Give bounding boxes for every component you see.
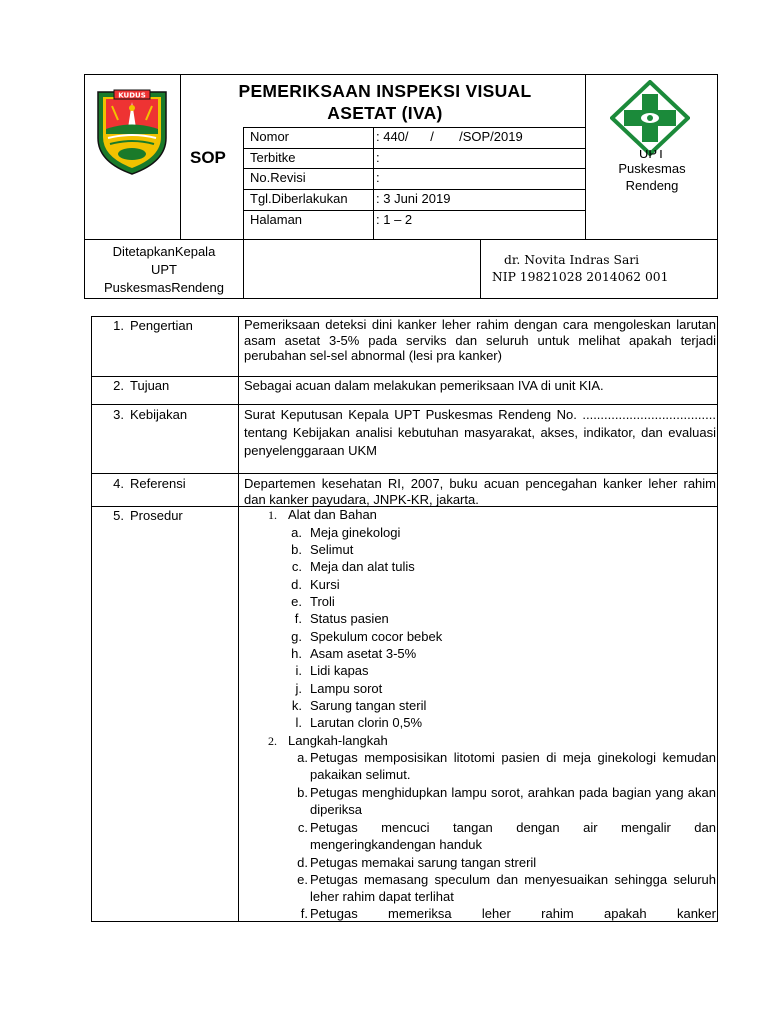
- table-divider: [238, 316, 239, 922]
- langkah-item: [294, 749, 716, 783]
- list-number: 1.: [268, 508, 277, 522]
- langkah-item: [294, 854, 716, 871]
- signer-name: dr. Novita Indras Sari: [504, 253, 640, 267]
- tujuan-text: Sebagai acuan dalam melakukan pemeriksaan IVA di unit KIA.: [244, 378, 604, 393]
- item-marker: b.: [297, 785, 308, 800]
- row-label: Pengertian: [130, 318, 193, 333]
- item-text: Petugas memposisikan litotomi pasien di meja ginekologi kemudan pakaikan selimut.: [310, 750, 716, 782]
- meta-value: : 1 – 2: [376, 212, 413, 227]
- item-text: Petugas menghidupkan lampu sorot, arahkan pada bagian yang akan diperiksa: [310, 785, 716, 817]
- meta-value: :: [376, 170, 380, 185]
- item-marker: c.: [291, 559, 302, 574]
- referensi-text: Departemen kesehatan RI, 2007, buku acuan pencegahan kanker leher rahim dan kanker payudara, JNPK-KR, jakarta.: [244, 476, 716, 507]
- langkah-item: [294, 871, 716, 905]
- list-title: Langkah-langkah: [288, 733, 388, 748]
- item-text: Meja dan alat tulis: [310, 559, 415, 574]
- item-text: Lidi kapas: [310, 663, 369, 678]
- item-text: Petugas memasang speculum dan menyesuaikan sehingga seluruh leher rahim dapat terlihat: [310, 872, 716, 904]
- row-number: 1.: [113, 318, 124, 333]
- row-number: 5.: [113, 508, 124, 523]
- table-divider: [91, 376, 718, 377]
- item-text: Sarung tangan steril: [310, 698, 427, 713]
- list-number: 2.: [268, 734, 277, 748]
- row-label: Referensi: [130, 476, 186, 491]
- item-text: Meja ginekologi: [310, 525, 401, 540]
- item-marker: d.: [297, 855, 308, 870]
- row-label: Prosedur: [130, 508, 183, 523]
- item-marker: c.: [297, 820, 308, 835]
- table-divider: [91, 404, 718, 405]
- meta-row-revisi: [244, 168, 584, 190]
- item-text: Spekulum cocor bebek: [310, 629, 443, 644]
- sop-label: SOP: [190, 148, 226, 167]
- row-label-referensi: [96, 476, 236, 491]
- svg-text:KUDUS: KUDUS: [118, 91, 146, 100]
- item-text: Lampu sorot: [310, 681, 383, 696]
- item-marker: a.: [297, 750, 308, 765]
- upt-line-2: Puskesmas: [618, 161, 686, 176]
- item-marker: l.: [295, 715, 302, 730]
- meta-value: :: [376, 150, 380, 165]
- item-marker: b.: [291, 542, 302, 557]
- item-text: Larutan clorin 0,5%: [310, 715, 423, 730]
- item-marker: e.: [291, 594, 302, 609]
- item-marker: a.: [291, 525, 302, 540]
- row-number: 4.: [113, 476, 124, 491]
- row-label: Kebijakan: [130, 407, 188, 422]
- row-label-kebijakan: [96, 407, 236, 422]
- item-text: Petugas mencuci tangan dengan air mengalir dan mengeringkandengan handuk: [310, 820, 716, 852]
- row-label-prosedur: [96, 508, 236, 523]
- langkah-item: [294, 905, 716, 922]
- item-marker: f.: [300, 906, 308, 921]
- table-divider: [91, 473, 718, 474]
- item-text: Petugas memakai sarung tangan streril: [310, 855, 537, 870]
- item-text: Status pasien: [310, 611, 389, 626]
- alat-heading: [268, 507, 377, 523]
- ditetapkan-divider: [480, 239, 481, 299]
- ditetapkan-line-1: DitetapkanKepala: [112, 244, 216, 259]
- meta-key: Halaman: [250, 212, 303, 227]
- signer-block: [492, 252, 722, 286]
- ditetapkan-label: [85, 243, 243, 297]
- pengertian-text: Pemeriksaan deteksi dini kanker leher rahim dengan cara mengoleskan larutan asam asetat 3-5% pada serviks dan seluruh untuk melihat apakah terjadi perubahan sel-sel abnormal (lesi pra kanker): [244, 317, 716, 363]
- row-label-pengertian: [96, 318, 236, 333]
- meta-value: : 3 Juni 2019: [376, 191, 451, 206]
- meta-key: Terbitke: [250, 150, 296, 165]
- meta-key: Nomor: [250, 129, 290, 144]
- item-marker: i.: [295, 663, 302, 678]
- item-text: Petugas memeriksa leher rahim apakah kanker: [310, 906, 716, 921]
- item-text: Asam asetat 3-5%: [310, 646, 417, 661]
- langkah-item: [294, 784, 716, 818]
- puskesmas-logo: [610, 80, 690, 156]
- item-text: Selimut: [310, 542, 354, 557]
- upt-line-3: Rendeng: [625, 178, 679, 193]
- item-text: Kursi: [310, 577, 340, 592]
- row-number: 3.: [113, 407, 124, 422]
- item-text: Troli: [310, 594, 335, 609]
- item-marker: j.: [295, 681, 302, 696]
- meta-key: Tgl.Diberlakukan: [250, 191, 348, 206]
- item-marker: k.: [291, 698, 302, 713]
- ditetapkan-line-2: UPT: [151, 262, 177, 277]
- title-line-1: PEMERIKSAAN INSPEKSI VISUAL: [238, 81, 532, 101]
- meta-row-terbitke: [244, 148, 584, 170]
- item-marker: d.: [291, 577, 302, 592]
- langkah-item: [294, 819, 716, 853]
- document-title: [200, 80, 570, 124]
- row-label-tujuan: [96, 378, 236, 393]
- upt-line-1: UPT: [639, 150, 665, 160]
- signer-nip: NIP 19821028 2014062 001: [492, 270, 669, 284]
- header-divider: [585, 74, 586, 240]
- ditetapkan-divider: [243, 239, 244, 299]
- row-number: 2.: [113, 378, 124, 393]
- kebijakan-text: Surat Keputusan Kepala UPT Puskesmas Rendeng No. ..................................... tentang Kebijakan analisi kebutuhan masyarakat, akses, indikator, dan evaluasi penyelenggaraan UKM: [244, 407, 716, 458]
- item-marker: g.: [291, 629, 302, 644]
- kudus-regency-logo: [92, 86, 172, 176]
- meta-key: No.Revisi: [250, 170, 306, 185]
- meta-row-halaman: [244, 210, 584, 232]
- header-divider: [180, 74, 181, 240]
- meta-row-nomor: [244, 127, 584, 149]
- meta-value: : 440/ / /SOP/2019: [376, 129, 523, 144]
- meta-row-tgl: [244, 189, 584, 211]
- item-marker: h.: [291, 646, 302, 661]
- langkah-heading: [268, 733, 388, 749]
- ditetapkan-line-3: PuskesmasRendeng: [104, 280, 224, 295]
- item-marker: f.: [294, 611, 302, 626]
- row-label: Tujuan: [130, 378, 170, 393]
- title-line-2: ASETAT (IVA): [327, 103, 443, 123]
- list-title: Alat dan Bahan: [288, 507, 377, 522]
- upt-label: [594, 150, 710, 194]
- item-marker: e.: [297, 872, 308, 887]
